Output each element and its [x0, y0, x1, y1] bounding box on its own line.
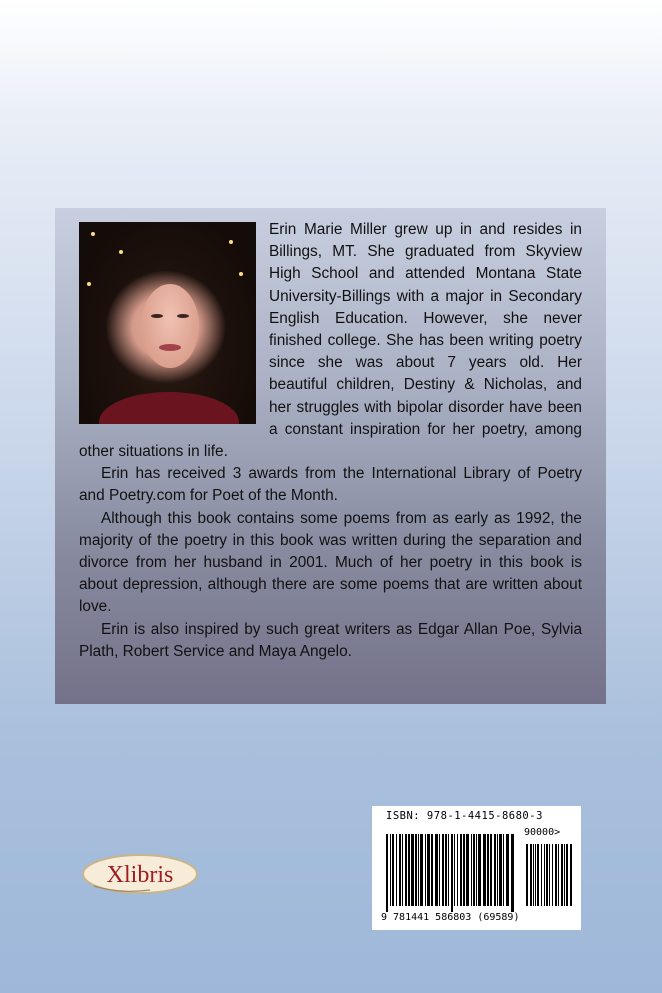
bio-paragraph-4: Erin is also inspired by such great writers as Edgar Allan Poe, Sylvia Plath, Robert Service and Maya Angelo. — [79, 620, 582, 660]
bio-paragraph-3: Although this book contains some poems from as early as 1992, the majority of the poetry in this book was written during the separation and divorce from her husband in 2001. Much of her poetry in this book is about depression, although there are some poems that are written about love. — [79, 509, 582, 616]
bio-paragraph-2: Erin has received 3 awards from the International Library of Poetry and Poetry.com for Poet of the Month. — [79, 465, 582, 505]
xlibris-logo — [80, 852, 200, 896]
xlibris-logo-text: Xlibris — [106, 862, 174, 888]
barcode-label — [372, 806, 581, 930]
isbn-number: ISBN: 978-1-4415-8680-3 — [386, 810, 543, 822]
price-code: 90000> — [524, 827, 561, 838]
barcode-bars — [386, 826, 576, 914]
ean-digits: 9 781441 586803 (69589) — [381, 912, 520, 923]
author-bio — [79, 219, 582, 663]
bio-paragraph-1: Erin Marie Miller grew up in and resides in Billings, MT. She graduated from Skyview High School and attended Montana State University-Billings with a major in Secondary English Education. However, she never finished college. She has been writing poetry since she was about 7 years old. Her beautiful children, Destiny & Nicholas, and her struggles with bipolar disorder have been a constant inspiration for her poetry, among other situations in life. — [79, 221, 582, 461]
